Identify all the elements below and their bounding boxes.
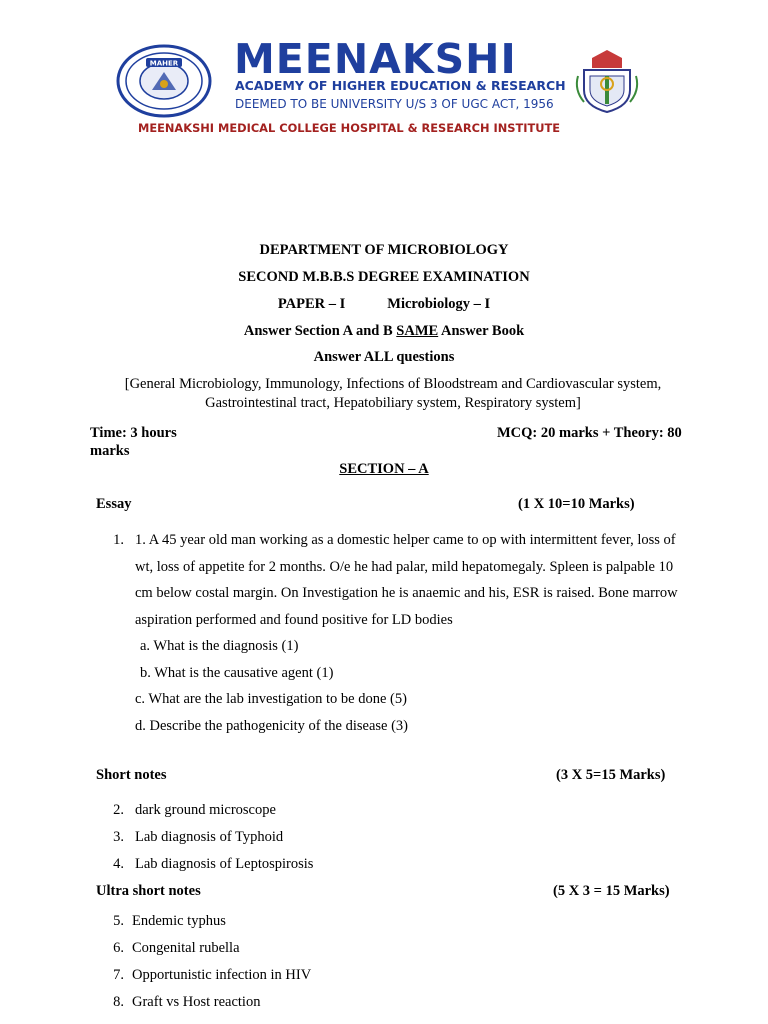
syllabus-topics: [General Microbiology, Immunology, Infections of Bloodstream and Cardiovascular system, Gastrointestinal tract, Hepatobiliary system, Respiratory system] — [124, 376, 662, 411]
short-notes-marks: (3 X 5=15 Marks) — [556, 767, 666, 783]
college-name: MEENAKSHI MEDICAL COLLEGE HOSPITAL & RESEARCH INSTITUTE — [138, 121, 561, 135]
question-text: Lab diagnosis of Typhoid — [135, 829, 284, 845]
college-crest-logo — [572, 46, 642, 116]
seal-label: MAHER — [149, 59, 179, 68]
question-text: Opportunistic infection in HIV — [132, 967, 312, 983]
question-number: 7. — [113, 967, 124, 983]
ultra-short-notes-marks: (5 X 3 = 15 Marks) — [553, 883, 670, 899]
instruction-emphasis: SAME — [396, 323, 439, 339]
question-number: 6. — [113, 940, 124, 956]
list-item — [100, 908, 700, 935]
essay-marks: (1 X 10=10 Marks) — [518, 496, 635, 512]
essay-subpart: a. What is the diagnosis (1) — [140, 638, 299, 654]
question-text: dark ground microscope — [135, 802, 276, 818]
question-text: Endemic typhus — [132, 913, 226, 929]
paper-line — [0, 296, 768, 313]
essay-line: aspiration performed and found positive for LD bodies — [135, 611, 453, 628]
short-notes-list — [100, 797, 700, 878]
instruction-prefix: Answer Section A and B — [243, 323, 397, 339]
academy-name: ACADEMY OF HIGHER EDUCATION & RESEARCH — [235, 78, 566, 93]
question-number: 3. — [113, 829, 124, 845]
essay-question — [100, 527, 720, 739]
list-item — [100, 851, 700, 878]
list-item — [100, 962, 700, 989]
university-seal-logo — [116, 44, 212, 118]
answer-book-instruction — [0, 323, 768, 340]
essay-line: 1. A 45 year old man working as a domestic helper came to op with intermittent fever, loss of — [135, 532, 676, 548]
question-text: Graft vs Host reaction — [132, 994, 261, 1010]
instruction-suffix: Answer Book — [438, 323, 525, 339]
essay-subpart: b. What is the causative agent (1) — [140, 664, 334, 681]
ultra-short-notes-label: Ultra short notes — [96, 883, 201, 899]
question-number: 1. — [113, 532, 124, 548]
marks-summary-wrap: marks — [90, 443, 130, 459]
question-number: 8. — [113, 994, 124, 1010]
deemed-university-line: DEEMED TO BE UNIVERSITY U/S 3 OF UGC ACT, 1956 — [235, 97, 554, 111]
marks-summary: MCQ: 20 marks + Theory: 80 — [497, 425, 682, 441]
list-item — [100, 797, 700, 824]
question-number: 5. — [113, 913, 124, 929]
essay-line: wt, loss of appetite for 2 months. O/e he had palar, mild hepatomegaly. Spleen is palpable 10 — [135, 558, 674, 575]
list-item — [100, 989, 700, 1016]
short-notes-label: Short notes — [96, 767, 167, 783]
essay-line: cm below costal margin. On Investigation he is anaemic and his, ESR is raised. Bone marrow — [135, 585, 678, 601]
section-heading: SECTION – A — [339, 461, 429, 477]
time-allowed: Time: 3 hours — [90, 425, 177, 441]
brand-name: MEENAKSHI — [234, 35, 517, 83]
ultra-short-notes-list — [100, 908, 700, 1016]
question-text: Congenital rubella — [132, 940, 240, 956]
essay-subpart: c. What are the lab investigation to be done (5) — [135, 691, 407, 707]
paper-number: PAPER – I — [277, 296, 346, 312]
exam-title: SECOND M.B.B.S DEGREE EXAMINATION — [238, 269, 530, 285]
list-item — [100, 935, 700, 962]
essay-subpart: d. Describe the pathogenicity of the disease (3) — [135, 717, 408, 734]
question-number: 4. — [113, 856, 124, 872]
answer-all-instruction: Answer ALL questions — [313, 349, 455, 365]
essay-label: Essay — [96, 496, 132, 512]
paper-subject: Microbiology – I — [387, 296, 491, 312]
question-number: 2. — [113, 802, 124, 818]
list-item — [100, 824, 700, 851]
question-text: Lab diagnosis of Leptospirosis — [135, 856, 314, 872]
department-title: DEPARTMENT OF MICROBIOLOGY — [259, 242, 509, 258]
